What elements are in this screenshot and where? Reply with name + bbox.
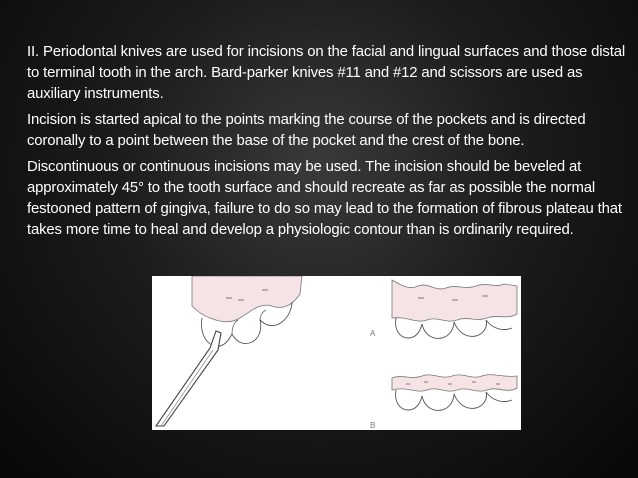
- incision-drawing: [152, 276, 521, 430]
- teeth-right-b: [396, 390, 512, 410]
- paragraph-knives: II. Periodontal knives are used for incisions on the facial and lingual surfaces and those distal to terminal tooth in the arch. Bard-parker knives #11 and #12 and scissors are used as auxiliary instruments.: [27, 44, 625, 102]
- slide-body-text: [27, 42, 627, 246]
- incision-illustration: [152, 276, 521, 430]
- label-b: B: [370, 421, 376, 430]
- gingiva-left: [192, 276, 302, 322]
- label-a: A: [370, 329, 376, 338]
- paragraph-incision-start: Incision is started apical to the points marking the course of the pockets and is directed coronally to a point between the base of the pocket and the crest of the bone.: [27, 112, 586, 149]
- paragraph-incision-types: Discontinuous or continuous incisions may be used. The incision should be beveled at approximately 45° to the tooth surface and should recreate as far as possible the normal festooned pattern of gingiva, failure to do so may lead to the formation of fibrous plateau that takes more time to heal and develop a physiologic contour than is ordinarily required.: [27, 159, 622, 238]
- gingiva-right-a: [392, 280, 517, 321]
- gingiva-right-b: [392, 375, 517, 392]
- periodontal-knife: [156, 331, 221, 426]
